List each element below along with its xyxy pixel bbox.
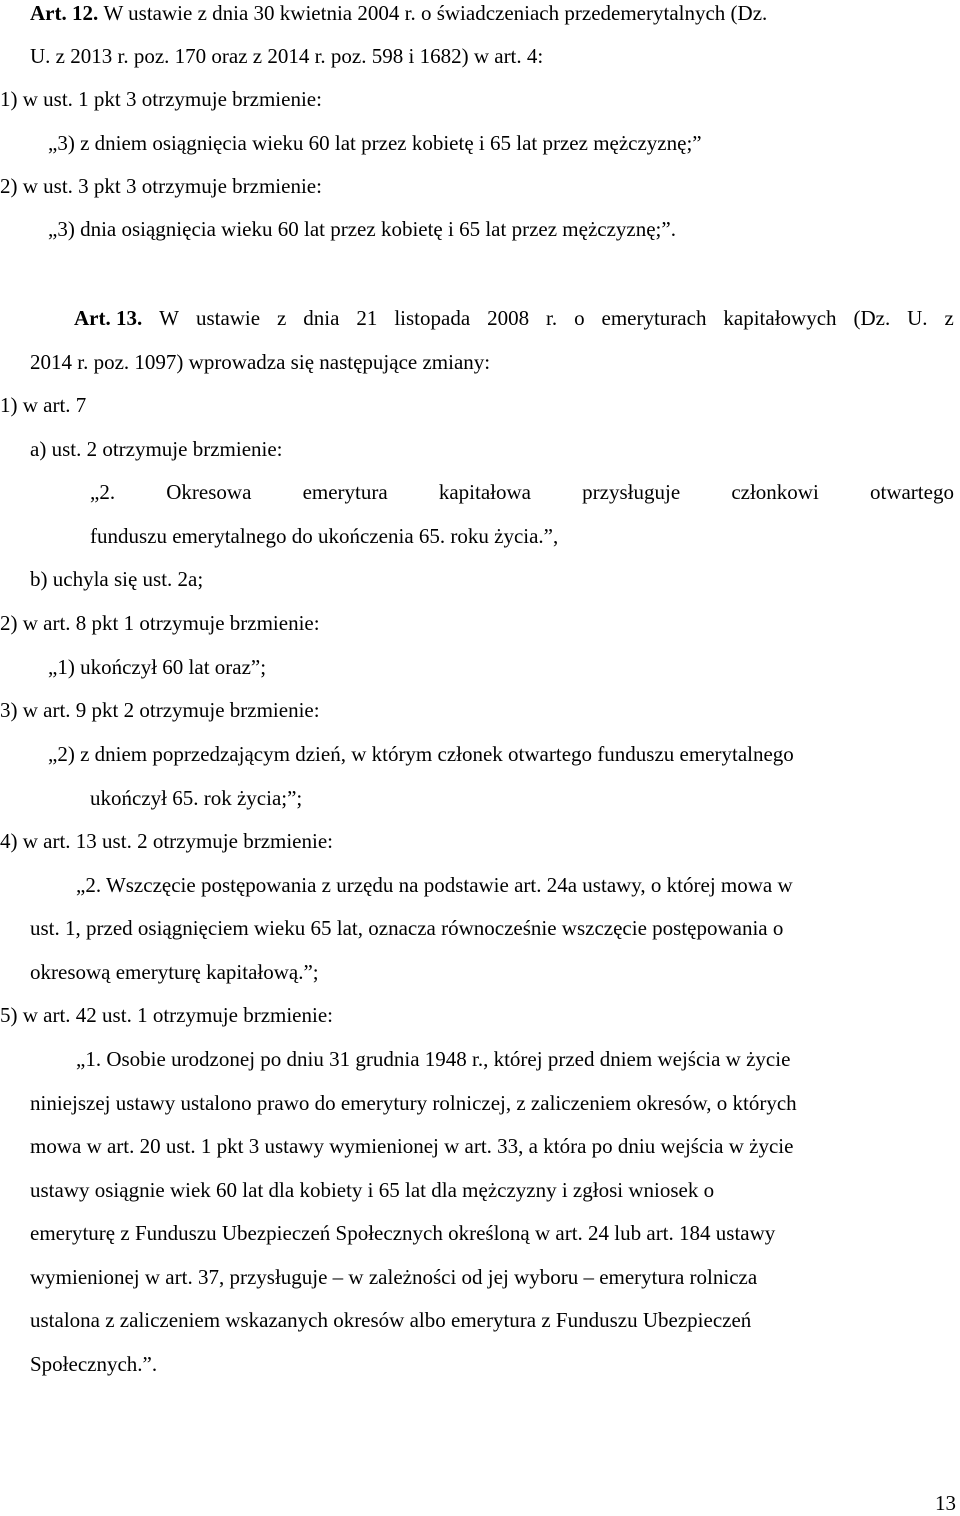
art12-item1: 1) w ust. 1 pkt 3 otrzymuje brzmienie: bbox=[0, 87, 322, 111]
art13-item1a-quote-line1: „2. Okresowa emerytura kapitałowa przysługuje członkowi otwartego bbox=[90, 480, 954, 504]
art13-title: Art. 13. bbox=[74, 306, 143, 330]
art13-item2-quote: „1) ukończył 60 lat oraz”; bbox=[48, 655, 267, 679]
art12-line1: Art. 12. W ustawie z dnia 30 kwietnia 2004 r. o świadczeniach przedemerytalnych (Dz. bbox=[30, 1, 768, 25]
page-number: 13 bbox=[935, 1491, 956, 1515]
art13-item5: 5) w art. 42 ust. 1 otrzymuje brzmienie: bbox=[0, 1003, 333, 1027]
art13-item5-quote-line2: niniejszej ustawy ustalono prawo do emerytury rolniczej, z zaliczeniem okresów, o których bbox=[30, 1091, 797, 1115]
art13-item1a: a) ust. 2 otrzymuje brzmienie: bbox=[30, 437, 283, 461]
art12-line2: U. z 2013 r. poz. 170 oraz z 2014 r. poz. 598 i 1682) w art. 4: bbox=[30, 44, 544, 68]
art13-item4-quote-line2: ust. 1, przed osiągnięciem wieku 65 lat, oznacza równocześnie wszczęcie postępowania o bbox=[30, 916, 784, 940]
art13-item5-quote-line7: ustalona z zaliczeniem wskazanych okresów albo emerytura z Funduszu Ubezpieczeń bbox=[30, 1308, 752, 1332]
art12-quote2: „3) dnia osiągnięcia wieku 60 lat przez kobietę i 65 lat przez mężczyznę;”. bbox=[48, 217, 676, 241]
art13-item1b: b) uchyla się ust. 2a; bbox=[30, 567, 204, 591]
art13-line1: Art. 13. W ustawie z dnia 21 listopada 2008 r. o emeryturach kapitałowych (Dz. U. z bbox=[74, 306, 954, 330]
art12-quote1: „3) z dniem osiągnięcia wieku 60 lat przez kobietę i 65 lat przez mężczyznę;” bbox=[48, 131, 702, 155]
art13-item5-quote-line1: „1. Osobie urodzonej po dniu 31 grudnia 1948 r., której przed dniem wejścia w życie bbox=[76, 1047, 791, 1071]
art13-item3: 3) w art. 9 pkt 2 otrzymuje brzmienie: bbox=[0, 698, 320, 722]
art13-item5-quote-line3: mowa w art. 20 ust. 1 pkt 3 ustawy wymienionej w art. 33, a która po dniu wejścia w życie bbox=[30, 1134, 794, 1158]
art13-item4: 4) w art. 13 ust. 2 otrzymuje brzmienie: bbox=[0, 829, 333, 853]
art13-item5-quote-line5: emeryturę z Funduszu Ubezpieczeń Społecznych określoną w art. 24 lub art. 184 ustawy bbox=[30, 1221, 776, 1245]
art13-item5-quote-line8: Społecznych.”. bbox=[30, 1352, 158, 1376]
art13-item2: 2) w art. 8 pkt 1 otrzymuje brzmienie: bbox=[0, 611, 320, 635]
art12-item2: 2) w ust. 3 pkt 3 otrzymuje brzmienie: bbox=[0, 174, 322, 198]
art13-item4-quote-line3: okresową emeryturę kapitałową.”; bbox=[30, 960, 319, 984]
art13-item3-quote-line1: „2) z dniem poprzedzającym dzień, w którym członek otwartego funduszu emerytalnego bbox=[48, 742, 794, 766]
art12-title: Art. 12. bbox=[30, 1, 99, 25]
art13-item1: 1) w art. 7 bbox=[0, 393, 87, 417]
art13-item1a-quote-line2: funduszu emerytalnego do ukończenia 65. roku życia.”, bbox=[90, 524, 559, 548]
art13-item5-quote-line6: wymienionej w art. 37, przysługuje – w zależności od jej wyboru – emerytura rolnicza bbox=[30, 1265, 758, 1289]
art13-item3-quote-line2: ukończył 65. rok życia;”; bbox=[90, 786, 303, 810]
art13-line2: 2014 r. poz. 1097) wprowadza się następujące zmiany: bbox=[30, 350, 491, 374]
art13-item4-quote-line1: „2. Wszczęcie postępowania z urzędu na podstawie art. 24a ustawy, o której mowa w bbox=[76, 873, 793, 897]
art13-item5-quote-line4: ustawy osiągnie wiek 60 lat dla kobiety i 65 lat dla mężczyzny i zgłosi wniosek o bbox=[30, 1178, 715, 1202]
